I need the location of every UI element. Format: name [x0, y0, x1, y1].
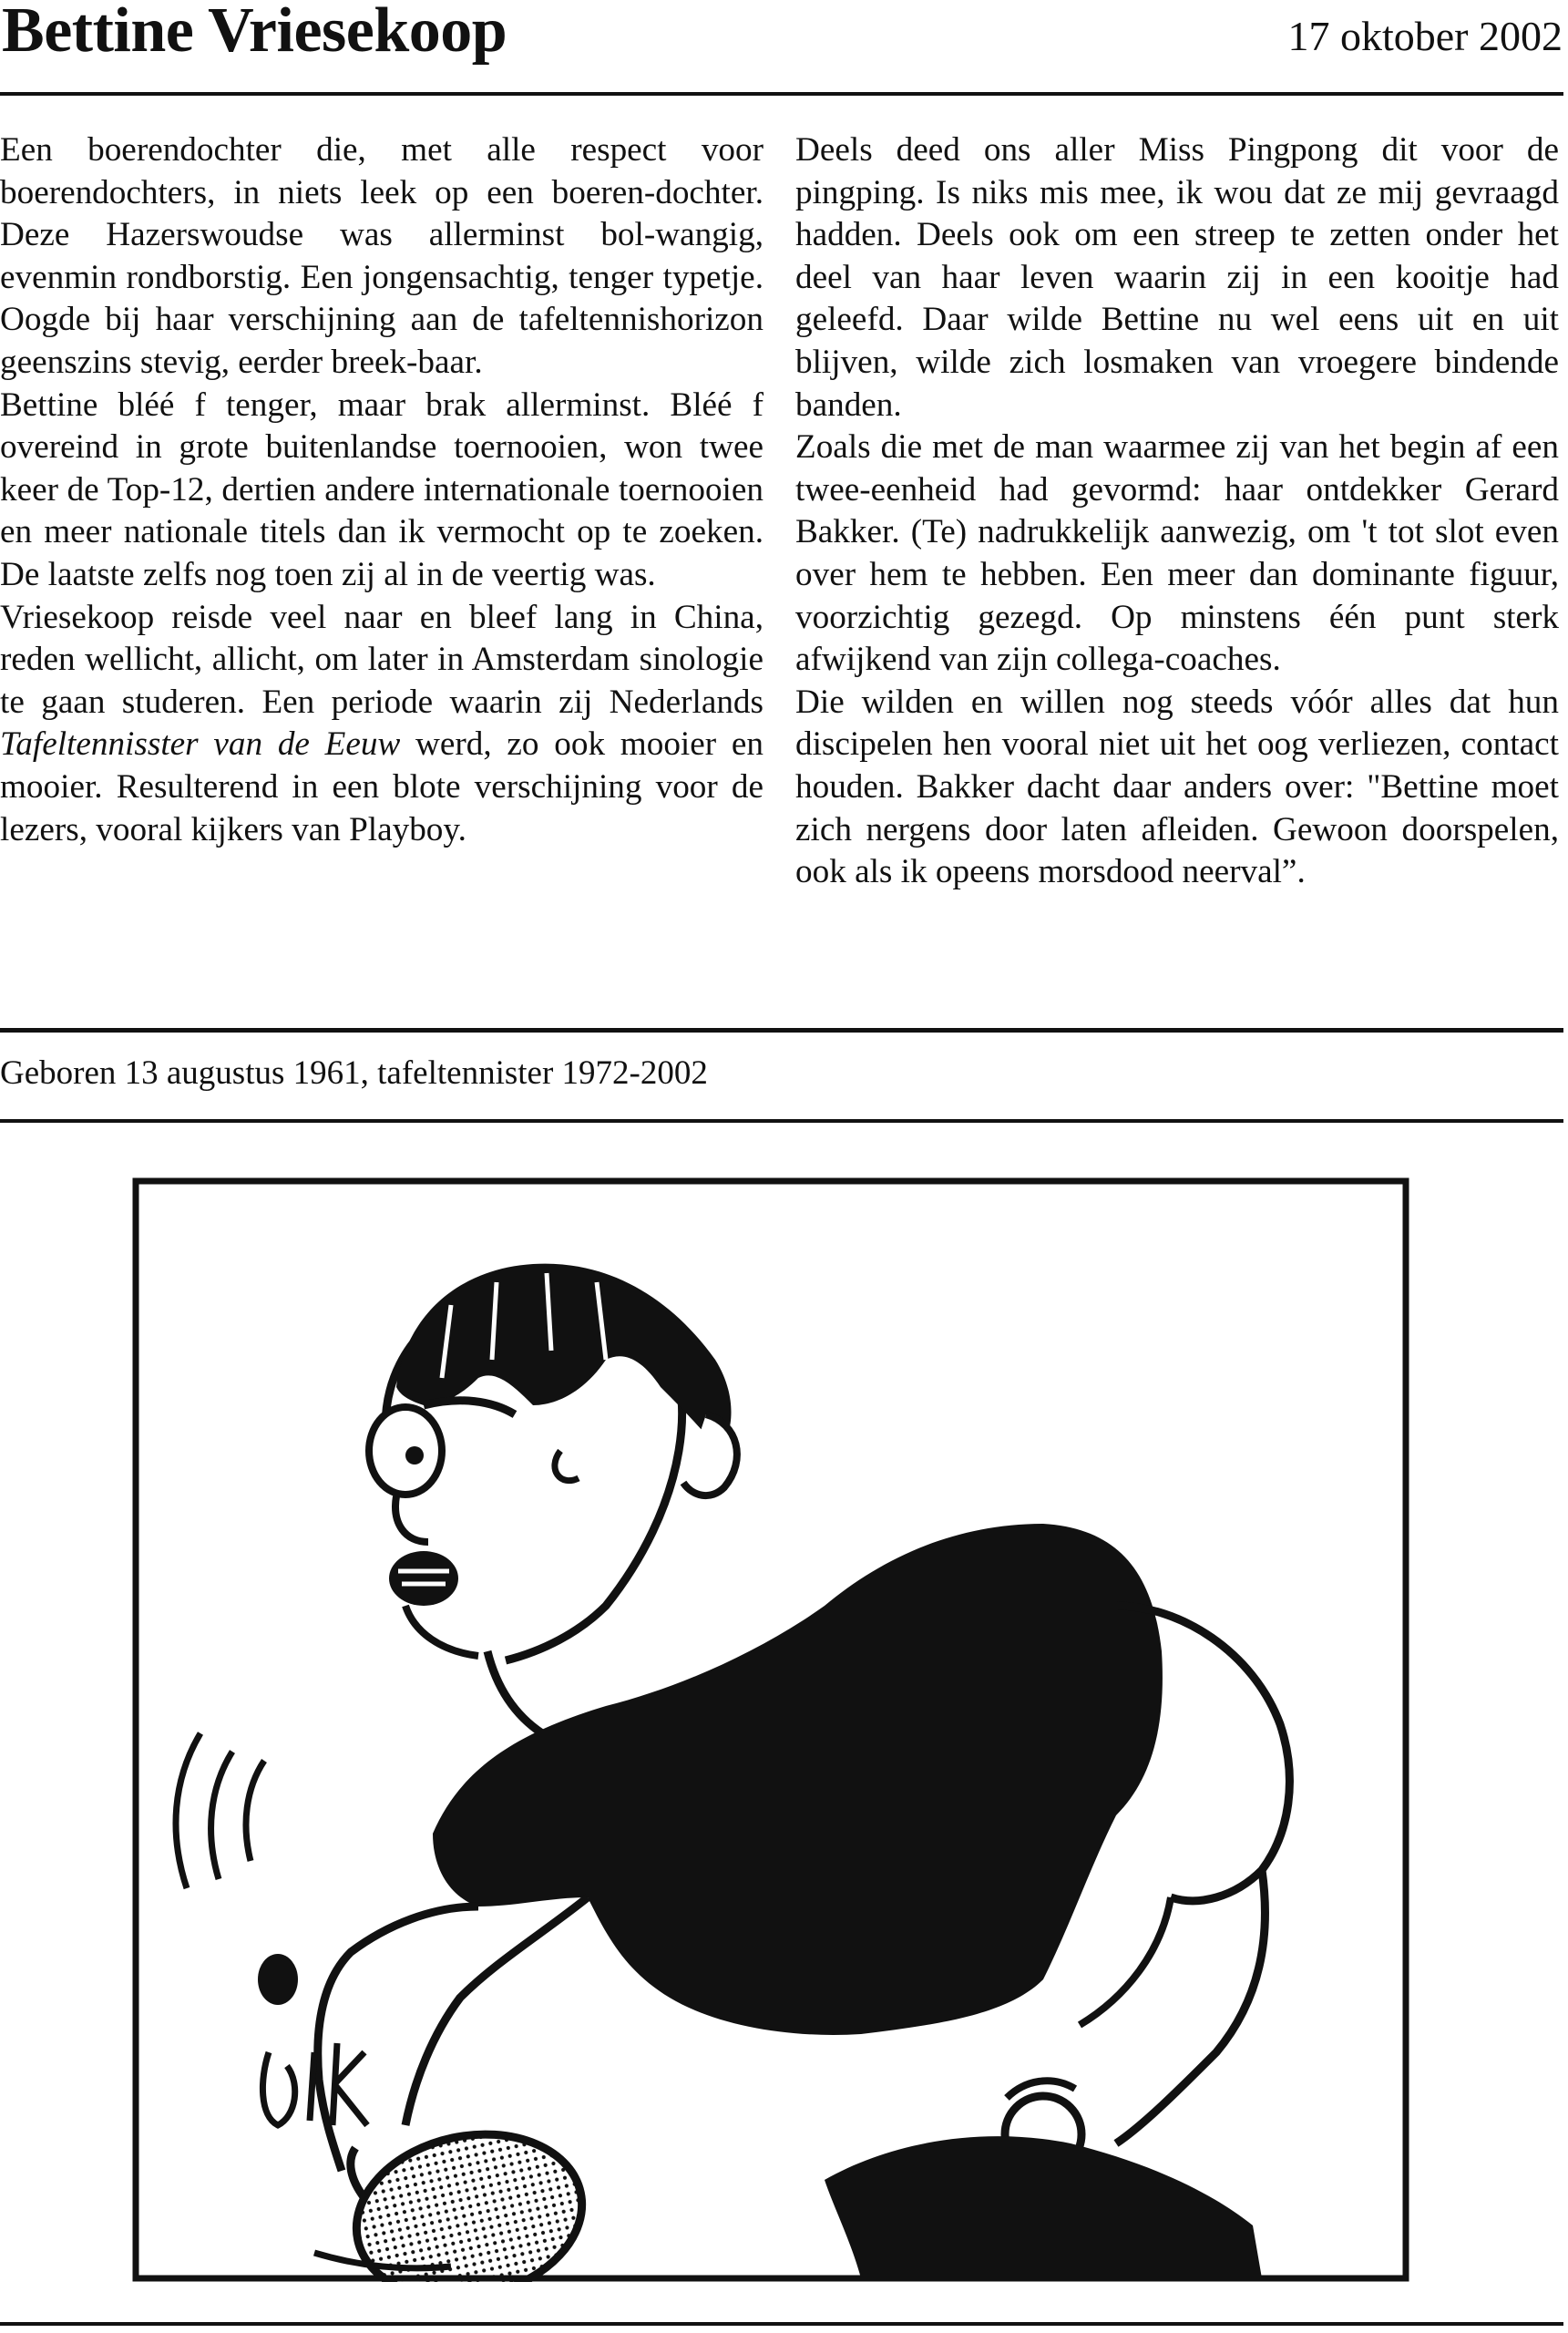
- artist-signature: [262, 2043, 367, 2125]
- top-divider: [0, 92, 1563, 96]
- paragraph: Bettine bléé f tenger, maar brak allerminst. Bléé f overeind in grote buitenlandse toernooien, won twee keer de Top-12, dertien andere internationale toernooien en meer nationale titels dan ik vermocht op te zoeken. De laatste zelfs nog toen zij al in de veertig was.: [0, 385, 764, 593]
- caption-top-divider: [0, 1028, 1563, 1033]
- paragraph-text: Vriesekoop reisde veel naar en bleef lang in China, reden wellicht, allicht, om later in Amsterdam sinologie te gaan studeren. Een periode waarin zij Nederlands: [0, 598, 764, 721]
- article-header: [0, 0, 1568, 82]
- article-left-column: [0, 129, 764, 851]
- paragraph: Zoals die met de man waarmee zij van het begin af een twee-eenheid had gevormd: haar ontdekker Gerard Bakker. (Te) nadrukkelijk aanwezig, om 't tot slot even over hem te hebben. Een meer dan dominante figuur, voorzichtig gezegd. Op minstens één punt sterk afwijkend van zijn collega-coaches.: [795, 428, 1559, 679]
- paragraph: [0, 597, 764, 852]
- caricature-illustration: [132, 1177, 1409, 2282]
- bottom-divider: [0, 2322, 1563, 2326]
- italic-award-title: Tafeltennisster van de Eeuw: [0, 725, 401, 764]
- caption-bottom-divider: [0, 1119, 1563, 1123]
- ball-in-flight-icon: [258, 1954, 298, 2005]
- page-title: Bettine Vriesekoop: [2, 0, 507, 66]
- birth-caption: Geboren 13 augustus 1961, tafeltennister 1972-2002: [0, 1054, 708, 1092]
- publication-date: 17 oktober 2002: [1287, 13, 1563, 59]
- article-right-column: [795, 129, 1559, 894]
- paddle-icon: [341, 2114, 597, 2282]
- paragraph: Deels deed ons aller Miss Pingpong dit voor de pingping. Is niks mis mee, ik wou dat ze mij gevraagd hadden. Deels ook om een streep te zetten onder het deel van haar leven waarin zij in een kooitje had geleefd. Daar wilde Bettine nu wel eens uit en uit blijven, wilde zich losmaken van vroegere bindende banden.: [795, 131, 1559, 424]
- paragraph: Een boerendochter die, met alle respect voor boerendochters, in niets leek op een boeren-dochter. Deze Hazerswoudse was allerminst bol-wangig, evenmin rondborstig. Een jongensachtig, tenger typetje. Oogde bij haar verschijning aan de tafeltennishorizon geenszins stevig, eerder breek-baar.: [0, 131, 764, 381]
- paragraph: Die wilden en willen nog steeds vóór alles dat hun discipelen hen vooral niet uit het oog verliezen, contact houden. Bakker dacht daar anders over: "Bettine moet zich nergens door laten afleiden. Gewoon doorspelen, ook als ik opeens morsdood neerval”.: [795, 683, 1559, 891]
- paragraph-text: werd, zo ook mooier en mooier. Resulterend in een blote verschijning voor de lezers, vooral kijkers van Playboy.: [0, 725, 764, 848]
